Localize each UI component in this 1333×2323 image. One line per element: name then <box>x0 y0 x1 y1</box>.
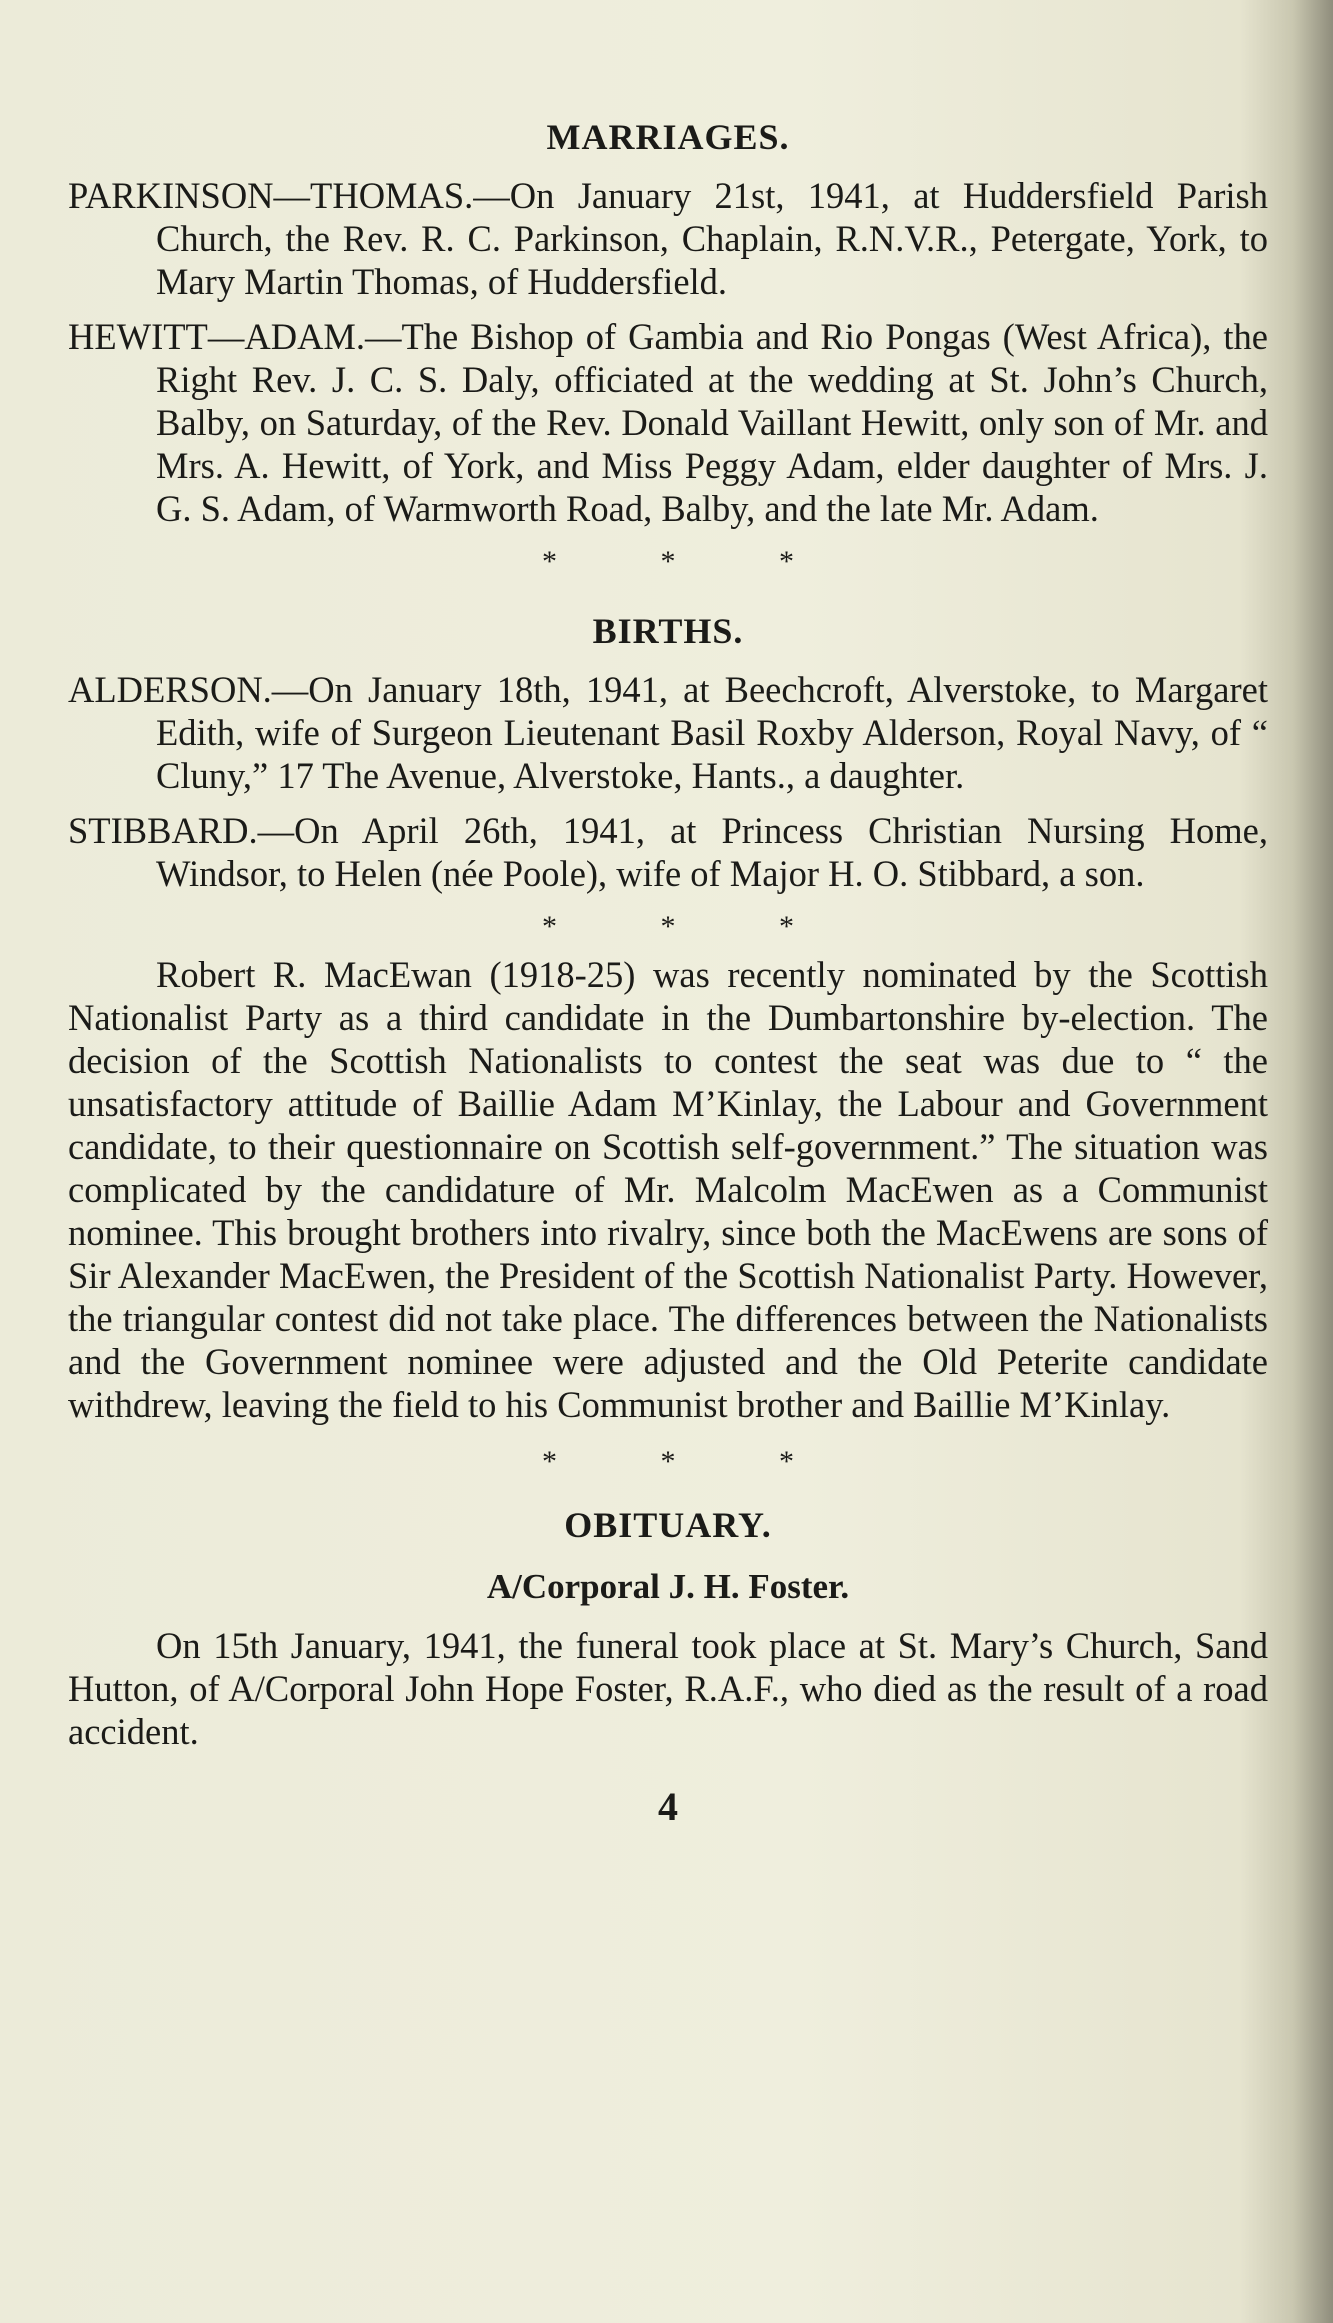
obituary-subheading: A/Corporal J. H. Foster. <box>486 1567 850 1606</box>
marriage-entry-parkinson-thomas: PARKINSON—THOMAS.—On January 21st, 1941, at Huddersfield Parish Church, the Rev. R. C. Parkinson, Chaplain, R.N.V.R., Petergate, York, to Mary Martin Thomas, of Huddersfield. <box>68 175 1268 302</box>
page-number: 4 <box>658 1784 678 1829</box>
births-heading: BIRTHS. <box>592 611 744 651</box>
marriage-entry-hewitt-adam: HEWITT—ADAM.—The Bishop of Gambia and Rio Pongas (West Africa), the Right Rev. J. C. S. Daly, officiated at the wedding at St. John’s Church, Balby, on Saturday, of the Rev. Donald Vaillant Hewitt, only son of Mr. and Mrs. A. Hewitt, of York, and Miss Peggy Adam, elder daughter of Mrs. J. G. S. Adam, of Warmworth Road, Balby, and the late Mr. Adam. <box>68 316 1268 529</box>
section-separator: * * * <box>542 545 842 578</box>
marriages-heading: MARRIAGES. <box>546 117 790 157</box>
macewan-paragraph: Robert R. MacEwan (1918-25) was recently nominated by the Scottish Nationalist Party as a third candidate in the Dumbartonshire by-election. The decision of the Scottish Nationalists to contest the seat was due to “ the unsatisfactory attitude of Baillie Adam M’Kinlay, the Labour and Government candidate, to their questionnaire on Scottish self-government.” The situation was complicated by the candidature of Mr. Malcolm MacEwen as a Communist nominee. This brought brothers into rivalry, since both the MacEwens are sons of Sir Alexander MacEwen, the President of the Scottish Nationalist Party. However, the triangular contest did not take place. The differences between the Nationalists and the Government nominee were adjusted and the Old Peterite candidate withdrew, leaving the field to his Communist brother and Baillie M’Kinlay. <box>68 954 1268 1425</box>
section-separator: * * * <box>542 910 842 943</box>
birth-entry-stibbard: STIBBARD.—On April 26th, 1941, at Princess Christian Nursing Home, Windsor, to Helen (née Poole), wife of Major H. O. Stibbard, a son. <box>68 810 1268 894</box>
section-separator: * * * <box>542 1445 842 1478</box>
birth-entry-alderson: ALDERSON.—On January 18th, 1941, at Beechcroft, Alverstoke, to Margaret Edith, wife of Surgeon Lieutenant Basil Roxby Alderson, Royal Navy, of “ Cluny,” 17 The Avenue, Alverstoke, Hants., a daughter. <box>68 669 1268 796</box>
content <box>68 112 1268 1830</box>
obituary-heading: OBITUARY. <box>564 1505 772 1545</box>
obituary-text: On 15th January, 1941, the funeral took place at St. Mary’s Church, Sand Hutton, of A/Corporal John Hope Foster, R.A.F., who died as the result of a road accident. <box>68 1625 1268 1752</box>
